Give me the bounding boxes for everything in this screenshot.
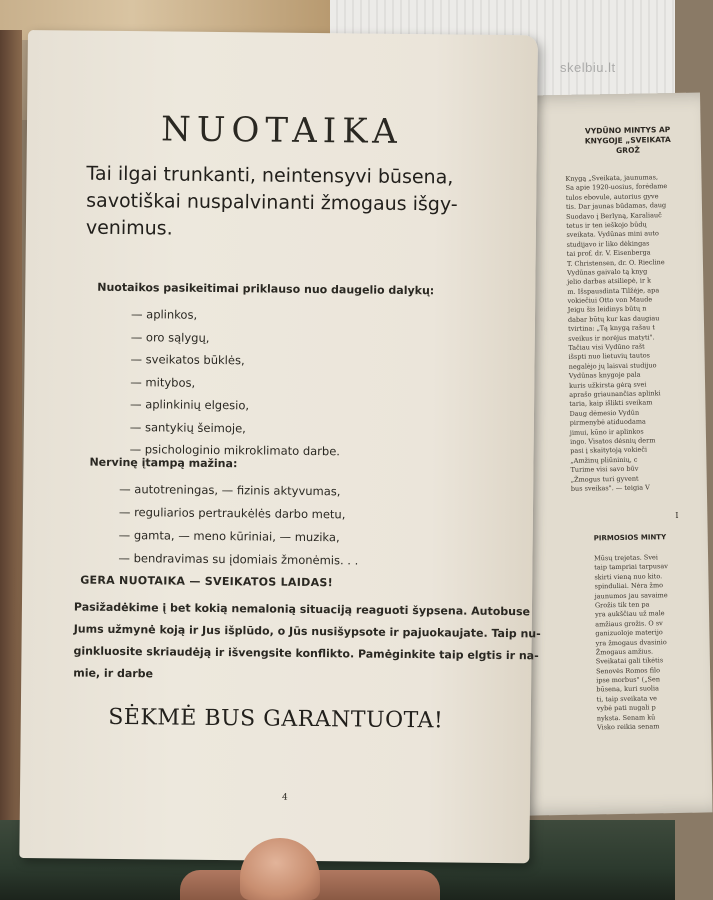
list-item: — santykių šeimoje, [129,419,246,435]
column-line: negalėjo jų laisvai studijuo [568,361,657,371]
column-line: tulos ebovule, autorius gyve [565,192,659,202]
watermark: skelbiu.lt [560,60,616,75]
column-line: ti, taip sveikata ve [596,694,658,704]
column-line: taria, kaip išlikti sveikam [569,398,653,409]
column-line: spinduliai. Nėra žmo [594,581,664,591]
finale-slogan: SĖKMĖ BUS GARANTUOTA! [108,704,444,734]
column-line: Sveikatai gali tikėtis [595,656,664,666]
column-line: išspti nuo lietuvių tautos [568,351,651,362]
advice-paragraph [73,597,541,690]
list-item: — sveikatos būklės, [130,352,245,368]
column-line: dabar būtų kur kas daugiau [567,314,660,324]
column-line: yra aukščiau už male [594,609,665,619]
list-item: — autotreningas, — fizinis aktyvumas, [119,481,341,499]
intro-line: Tai ilgai trunkanti, neintensyvi būsena, [86,162,454,189]
list-item: — oro sąlygų, [130,329,210,345]
column-line: tvirtina: „Tą knygą rašau t [568,323,655,334]
list-item: — mitybos, [130,374,196,390]
column-line: Žmogaus amžius. [595,647,654,657]
right-page-title: VYDŪNO MINTYS AP KNYGOJE „SVEIKATA GROŽ [584,125,671,155]
column-line: Visko reikia senam [596,722,660,732]
column-line: studijavo ir liko dėkingas [566,239,650,249]
column-line: m. Išspausdinta Tilžėje, apa [567,285,660,296]
column-line: Sa apie 1920-uosius, forėdame [565,182,668,193]
column-line: Turime visi savo būv [570,464,639,474]
column-line: Knygą „Sveikata, jaunumas, [565,173,659,183]
left-page [19,30,541,863]
list-item: — bendravimas su įdomiais žmonėmis. . . [118,550,359,568]
section-number: I [675,510,679,521]
intro-line: venimus. [85,216,173,240]
factors-list [129,303,341,463]
paragraph-line: Pasižadėkime į bet kokią nemalonią situaciją reaguoti šypsena. Autobuse [73,600,531,619]
column-line: jelio darbas atsiliepė, ir k [567,276,652,287]
paragraph-line: mie, ir darbe [73,666,154,681]
list-item: — psichologinio mikroklimato darbe. [129,442,341,459]
intro-text [86,161,507,246]
list-heading: Nuotaikos pasikeitimai priklauso nuo daugelio dalykų: [97,280,435,298]
column-line: būsena, kuri suolia [596,684,660,694]
column-line: Tačiau visi Vydūno rašt [568,342,645,352]
column-line: Suodavo į Berlyną, Karaliauč [566,210,662,221]
column-line: vokiečiui Otto von Maude [567,295,653,305]
column-line: yra žmogaus dvasinio [595,637,667,647]
tension-relief-list [118,478,359,573]
column-line: Jeigu šis leidinys būtų n [567,304,647,315]
column-line: Senovės Romos filo [595,665,661,676]
column-line: Vydūnas knygoje pala [568,370,641,381]
column-line: „Žmogus turi gyvent [570,474,639,484]
right-page-column [565,173,691,494]
slogan: GERA NUOTAIKA — SVEIKATOS LAIDAS! [80,573,334,590]
column-line: „Amžinų pliūninių, c [570,455,638,465]
column-line: Vydūnas gaivalo tą knyg [567,267,648,277]
list-item: — reguliarios pertraukėlės darbo metu, [118,504,346,522]
list-item: — gamta, — meno kūriniai, — muzika, [118,527,340,545]
column-line: ingo. Visatos dėsnių derm [569,436,656,446]
column-line: jaunumos jau savaime [594,590,668,600]
column-line: aprašo griaunančias aplinki [569,389,661,399]
column-line: Grožis tik ten pa [594,600,650,610]
column-line: jimui, kūno ir aplinkos [569,427,644,437]
paragraph-line: Jums užmynė koją ir Jus išplūdo, o Jūs nusišypsote ir pajuokaujate. Taip nu- [73,622,541,641]
book-spine-edge [0,30,22,850]
column-line: pirmenybė atiduodama [569,417,646,427]
page-number: 4 [281,792,288,803]
column-line: ipse morbus" („Sen [596,675,661,685]
column-line: pasi į skaitytoją vokieči [570,445,648,456]
column-line: tetus ir ten ieškojo būdų [566,220,647,230]
column-line: tai prof. dr. V. Eisenberga [566,248,651,258]
column-line: sveikata. Vydūnas mini auto [566,229,659,240]
column-line: amžiaus grožis. O sv [595,618,663,629]
column-line: ganizuoloje materijo [595,628,663,638]
list-item: — aplinkos, [130,307,198,322]
section-heading: PIRMOSIOS MINTY [593,533,667,543]
list2-heading: Nervinę įtampą mažina: [89,455,238,471]
column-line: sveikus ir norėjus matyti". [568,332,655,343]
column-line: Mūsų trejetas. Svei [594,553,659,563]
right-page-column-2 [594,553,707,733]
column-line: kuris užkirsta gėrą svei [568,380,647,390]
column-line: vybė pati nugali p [596,703,656,713]
page-title: NUOTAIKA [160,109,403,152]
column-line: tis. Dar jaunas būdamas, daug [565,201,667,212]
column-line: nyksta. Senam kū [596,713,656,723]
paragraph-line: ginkluosite skriaudėją ir išvengsite konflikto. Pamėginkite taip elgtis ir na- [73,644,539,663]
column-line: taip tampriai tarpusav [594,562,668,572]
column-line: Daug dėmesio Vydūn [569,408,640,418]
column-line: T. Christensen, dr. O. Riecline [566,257,665,268]
column-line: skirti vieną nuo kito. [594,572,663,582]
list-item: — aplinkinių elgesio, [130,397,250,413]
column-line: bus sveikas". — teigia V [570,483,650,493]
intro-line: savotiškai nuspalvinanti žmogaus išgy- [86,189,458,216]
